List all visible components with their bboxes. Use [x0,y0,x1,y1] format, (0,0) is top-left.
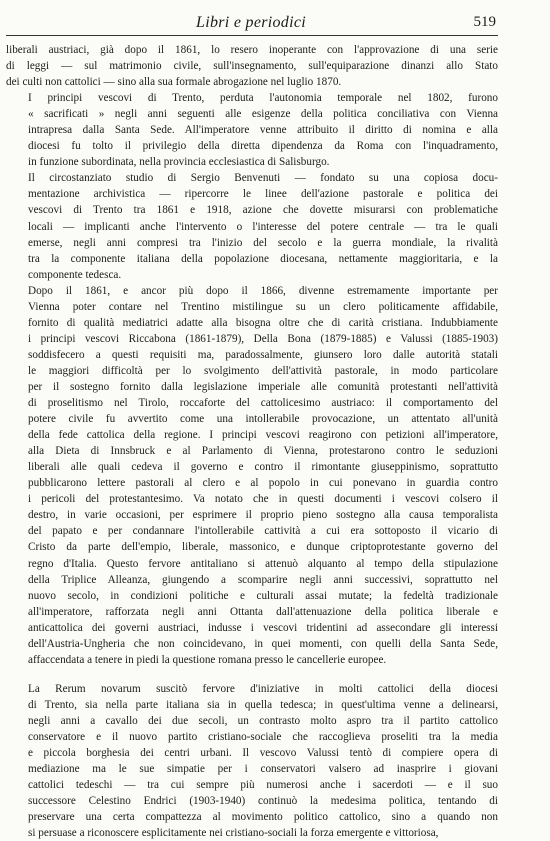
text-line: anticattolica dei governi austriaci, indusse i vescovi tridentini ad assecondare gli interessi [28,621,498,634]
text-line: della fede cattolica della regione. I principi vescovi reagirono con petizioni all'imperatore, [28,429,498,442]
text-line: vescovi di Trento tra 1861 e 1918, azione che dovette misurarsi con problematiche [28,204,498,217]
text-line: cattolici tedeschi — tra cui sempre più numerosi anche i sacerdoti — e il suo [28,779,498,792]
text-line: Dopo il 1861, e ancor più dopo il 1866, divenne estremamente importante per [28,284,498,297]
text-line: emerse, negli anni compresi tra l'inizio del secolo e la guerra mondiale, la rivalità [28,236,498,249]
text-line: destro, in varie occasioni, per esprimere il proprio pieno sostegno alla causa temporalista [28,509,498,522]
text-line: Il circostanziato studio di Sergio Benvenuti — fondato su una copiosa docu- [28,172,498,185]
text-line: i principi vescovi Riccabona (1861-1879), Della Bona (1879-1885) e Valussi (1885-1903) [28,332,498,345]
text-line: componente tedesca. [28,268,122,281]
text-line: La Rerum novarum suscitò fervore d'iniziative in molti cattolici della diocesi [28,682,498,695]
text-line: fornito di qualità mediatrici adatte alla bisogna oltre che di carità cristiana. Indubbiamente [28,316,498,329]
text-line: successore Celestino Endrici (1903-1940) continuò la medesima politica, tentando di [28,795,498,808]
text-line: dei culti non cattolici — sino alla sua formale abrogazione nel luglio 1870. [6,76,342,89]
text-line: di proselitismo nel Tirolo, roccaforte del cattolicesimo austriaco: il comportamento del [28,397,498,410]
text-line: negli anni a cavallo dei due secoli, un contrasto molto aspro tra il partito cattolico [28,714,498,727]
text-line: le maggiori difficoltà per lo svolgimento dell'attività pastorale, in modo particolare [28,364,498,377]
text-line: e piccola borghesia dei centri urbani. Il vescovo Valussi tentò di compiere opera di [28,747,498,760]
text-line: pubblicarono lettere pastorali al clero e al popolo in cui ponevano in guardia contro [28,477,498,490]
text-line: Cristo da parte dell'empio, liberale, massonico, e dunque criptoprotestante governo del [28,541,498,554]
text-line: soddisfecero a questi requisiti ma, paradossalmente, giunsero loro dalle autorità statali [28,348,498,361]
text-line: mentazione archivistica — ripercorre le linee dell'azione pastorale e politica dei [28,188,498,201]
header-rule [6,35,498,36]
text-line: alla Dieta di Innsbruck e al Parlamento di Vienna, protestarono contro le seduzioni [28,445,498,458]
text-line: liberali austriaci, già dopo il 1861, lo resero inoperante con l'approvazione di una serie [6,44,498,56]
text-line: del papato e per condannare l'intollerabile cattività a cui era sottoposto il vicario di [28,525,498,538]
text-line: all'imperatore, rafforzata negli anni Ottanta dall'attenuazione della politica liberale e [28,605,498,618]
text-line: tra la componente italiana della popolazione diocesana, nettamente maggioritaria, e la [28,252,498,265]
paragraph [6,283,498,668]
text-line: intrapresa dalla Santa Sede. All'imperatore venne attribuito il diritto di nomina e alla [28,124,498,137]
text-line: regno d'Italia. Questo fervore antitaliano si attenuò alquanto al tempo della stipulazione [28,557,498,570]
text-line: di Trento, sia nella parte italiana sia in quella tedesca; in quest'ultima venne a delinearsi, [28,698,498,711]
page-number: 519 [473,14,496,30]
text-line: i pericoli del protestantesimo. Va notato che in questi documenti i vescovi colsero il [28,493,498,506]
text-line: si persuase a riconoscere esplicitamente nei cristiano-sociali la forza emergente e vittoriosa, [28,827,439,840]
text-line: I principi vescovi di Trento, perduta l'autonomia temporale nel 1802, furono [28,92,498,105]
paragraph [6,42,498,90]
text-line: potere civile fu avvertito come una intollerabile provocazione, un attentato all'unità [28,413,498,426]
text-line: di leggi — sul matrimonio civile, sull'insegnamento, sull'equiparazione dinanzi allo Stato [6,60,498,73]
paragraph [6,681,498,841]
running-title: Libri e periodici [196,14,306,31]
paragraph [6,170,498,282]
text-line: nuovo secolo, in condizioni politiche e culturali assai mutate; la fedeltà tradizionale [28,589,498,602]
text-line: preservare una certa compattezza al movimento politico cattolico, sino a quando non [28,811,498,824]
text-line: per il sostegno fornito dalla legislazione imperiale alle comunità protestanti nell'attività [28,380,498,393]
text-line: liberali alle quali cedeva il governo e contro il rimontante giuseppinismo, soprattutto [28,461,498,474]
text-line: diocesi fu tolto il privilegio della diretta dipendenza da Roma con l'inquadramento, [28,140,498,153]
text-line: Vienna poter contare nel Trentino mistilingue su un clero politicamente affidabile, [28,300,498,313]
text-line: locali — implicanti anche l'intervento o l'interesse del potere centrale — tra le quali [28,220,498,233]
paragraph [6,90,498,170]
text-line: dell'Austria-Ungheria che non coincidevano, in quei momenti, con quelli della Santa Sede, [28,637,498,650]
text-line: mediazione ma le sue simpatie per i conservatori valsero ad inasprire i giovani [28,763,498,776]
text-line: in funzione subordinata, nella provincia ecclesiastica di Salisburgo. [28,156,330,169]
body-text [6,42,498,841]
text-line: della Triplice Alleanza, giungendo a scomparire negli anni successivi, soprattutto nel [28,573,498,586]
text-line: conservatore e il nuovo partito cristiano-sociale che raccoglieva proseliti tra la media [28,730,498,743]
text-line: « sacrificati » negli anni seguenti alle esigenze della politica conciliativa con Vienna [28,108,498,121]
text-line: affaccendata a tenere in piedi la questione romana presso le cancellerie europee. [28,653,387,666]
